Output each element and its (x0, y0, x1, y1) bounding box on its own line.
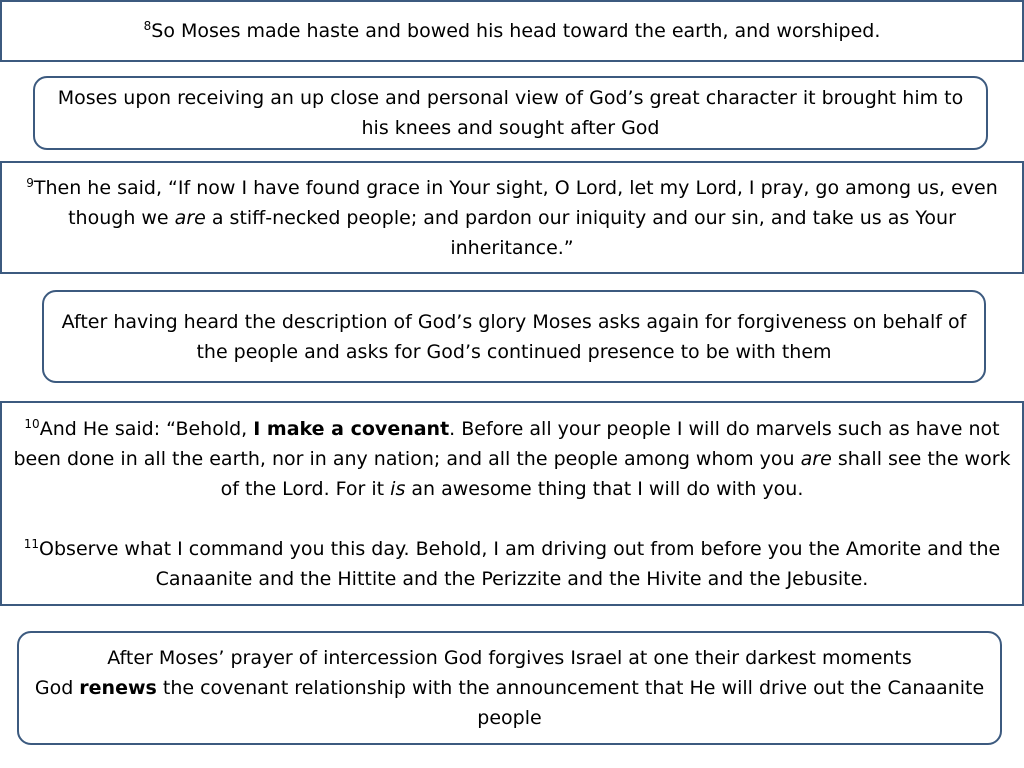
commentary-3-line-2: God renews the covenant relationship with the announcement that He will drive out the Canaanite people (34, 677, 985, 729)
emphasis: are (174, 206, 206, 229)
bold-phrase: I make a covenant (253, 417, 450, 440)
verse-number: 8 (143, 19, 152, 33)
bold-word: renews (79, 677, 157, 699)
verse-number: 11 (23, 536, 40, 551)
commentary-1-text: Moses upon receiving an up close and personal view of God’s great character it brought him to his knees and sought after God (57, 87, 964, 139)
commentary-1-box (33, 76, 988, 150)
emphasis: is (390, 477, 406, 500)
verse-8-box (0, 0, 1024, 62)
verse-number: 10 (24, 416, 40, 431)
paragraph-gap (12, 504, 1012, 534)
commentary-2-text: After having heard the description of God’s glory Moses asks again for forgiveness on behalf of the people and asks for God’s continued presence to be with them (61, 310, 967, 363)
verse-number: 9 (26, 175, 34, 190)
verse-11-text: $^{11}$Observe what I command you this day. Behold, I am driving out from before you the Amorite and the Canaanite and the Hittite and the Perizzite and the Hivite and the Jebusite. (23, 536, 1001, 590)
commentary-3-box (17, 631, 1002, 745)
verse-9-text: $^9$Then he said, “If now I have found grace in Your sight, O Lord, let my Lord, I pray, go among us, even though we are a stiff-necked people; and pardon our iniquity and our sin, and take us as Your inheritance.” (26, 175, 998, 259)
verse-10-11-box (0, 401, 1024, 606)
commentary-3-line-1: After Moses’ prayer of intercession God forgives Israel at one their darkest moments (107, 647, 912, 669)
verse-9-box (0, 161, 1024, 274)
verse-10-text: $^{10}$And He said: “Behold, I make a covenant. Before all your people I will do marvels such as have not been done in all the earth, nor in any nation; and all the people among whom you are shall see the work of the Lord. For it is an awesome thing that I will do with you. (13, 416, 1011, 500)
verse-8-text: $^8$So Moses made haste and bowed his head toward the earth, and worshiped. (143, 19, 881, 42)
commentary-2-box (42, 290, 986, 383)
emphasis: are (800, 447, 832, 470)
